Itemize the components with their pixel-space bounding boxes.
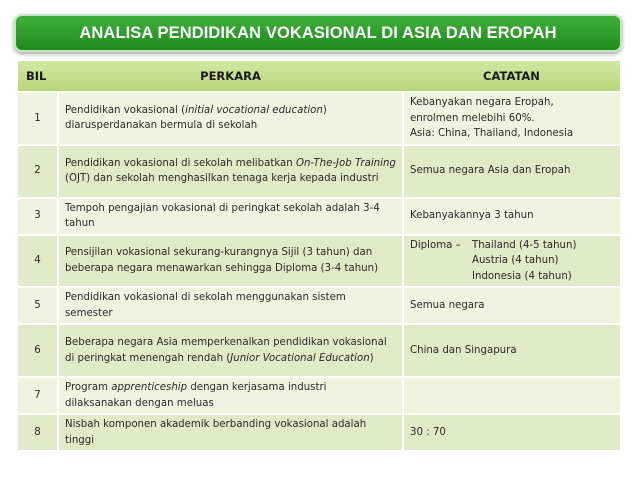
perkara-text: Beberapa negara Asia memperkenalkan pendidikan vokasional di peringkat menengah rendah (: [65, 337, 387, 364]
row-number: 8: [18, 414, 58, 451]
perkara-text: Program: [65, 382, 112, 393]
perkara-italic-text: Junior Vocational Education: [230, 352, 370, 364]
perkara-text: Pendidikan vokasional (: [65, 104, 186, 116]
header-catatan: CATATAN: [403, 61, 620, 92]
catatan-cell: [403, 145, 620, 198]
perkara-cell: [58, 287, 403, 324]
catatan-line: enrolmen melebihi 60%.: [410, 112, 535, 124]
table-row: [18, 198, 620, 235]
perkara-cell: [58, 377, 403, 414]
perkara-text: Pendidikan vokasional di sekolah melibatkan: [65, 157, 296, 169]
table-row: [18, 145, 620, 198]
header-perkara: PERKARA: [58, 61, 403, 92]
diploma-item: Thailand (4-5 tahun): [472, 239, 577, 251]
catatan-line: Semua negara: [410, 299, 485, 311]
table-row: [18, 377, 620, 414]
perkara-cell: [58, 324, 403, 377]
perkara-italic-text: On-The-Job Training: [295, 157, 396, 169]
table-row: [18, 235, 620, 288]
diploma-label: Diploma –: [410, 239, 461, 251]
catatan-cell: [403, 235, 620, 288]
row-number: 5: [18, 287, 58, 324]
row-number: 6: [18, 324, 58, 377]
catatan-line: 30 : 70: [410, 426, 446, 438]
perkara-cell: [58, 414, 403, 451]
table-row: [18, 287, 620, 324]
perkara-text: Pensijilan vokasional sekurang-kurangnya Sijil (3 tahun) dan beberapa negara menawarkan sehingga Diploma (3-4 tahun): [65, 247, 379, 274]
perkara-text: Pendidikan vokasional di sekolah menggunakan sistem semester: [65, 292, 346, 319]
catatan-line: China dan Singapura: [410, 344, 517, 356]
perkara-cell: [58, 92, 403, 145]
row-number: 3: [18, 198, 58, 235]
header-bil: BIL: [18, 61, 58, 92]
catatan-cell: [403, 377, 620, 414]
perkara-cell: [58, 235, 403, 288]
catatan-line: Semua negara Asia dan Eropah: [410, 165, 571, 177]
perkara-italic-text: initial vocational education: [185, 104, 323, 116]
catatan-cell: [403, 324, 620, 377]
perkara-cell: [58, 145, 403, 198]
analysis-table: [18, 61, 620, 452]
row-number: 7: [18, 377, 58, 414]
catatan-line: Kebanyakannya 3 tahun: [410, 210, 534, 222]
diploma-item: Austria (4 tahun): [472, 255, 559, 266]
perkara-italic-text: apprenticeship: [111, 382, 188, 393]
diploma-list: [410, 238, 614, 285]
catatan-cell: [403, 414, 620, 451]
catatan-cell: [403, 92, 620, 145]
perkara-text: (OJT) dan sekolah menghasilkan tenaga kerja kepada industri: [65, 173, 379, 184]
row-number: 4: [18, 235, 58, 288]
table-row: [18, 414, 620, 451]
table-body: [18, 92, 620, 451]
title-banner: [14, 14, 622, 52]
page-title: ANALISA PENDIDIKAN VOKASIONAL DI ASIA DAN EROPAH: [79, 23, 557, 42]
table-row: [18, 92, 620, 145]
catatan-cell: [403, 198, 620, 235]
perkara-text: ): [369, 352, 374, 364]
catatan-cell: [403, 287, 620, 324]
row-number: 2: [18, 145, 58, 198]
perkara-text: dengan kerjasama industri dilaksanakan dengan meluas: [65, 382, 327, 409]
catatan-line: Kebanyakan negara Eropah,: [410, 97, 554, 108]
perkara-text: Tempoh pengajian vokasional di peringkat sekolah adalah 3-4 tahun: [65, 202, 380, 229]
perkara-cell: [58, 198, 403, 235]
diploma-item: Indonesia (4 tahun): [472, 270, 572, 282]
table-header-row: [18, 61, 620, 92]
catatan-line: Asia: China, Thailand, Indonesia: [410, 128, 574, 139]
perkara-text: Nisbah komponen akademik berbanding vokasional adalah tinggi: [65, 419, 367, 446]
perkara-text: ) diarusperdanakan bermula di sekolah: [65, 104, 327, 132]
table-row: [18, 324, 620, 377]
row-number: 1: [18, 92, 58, 145]
